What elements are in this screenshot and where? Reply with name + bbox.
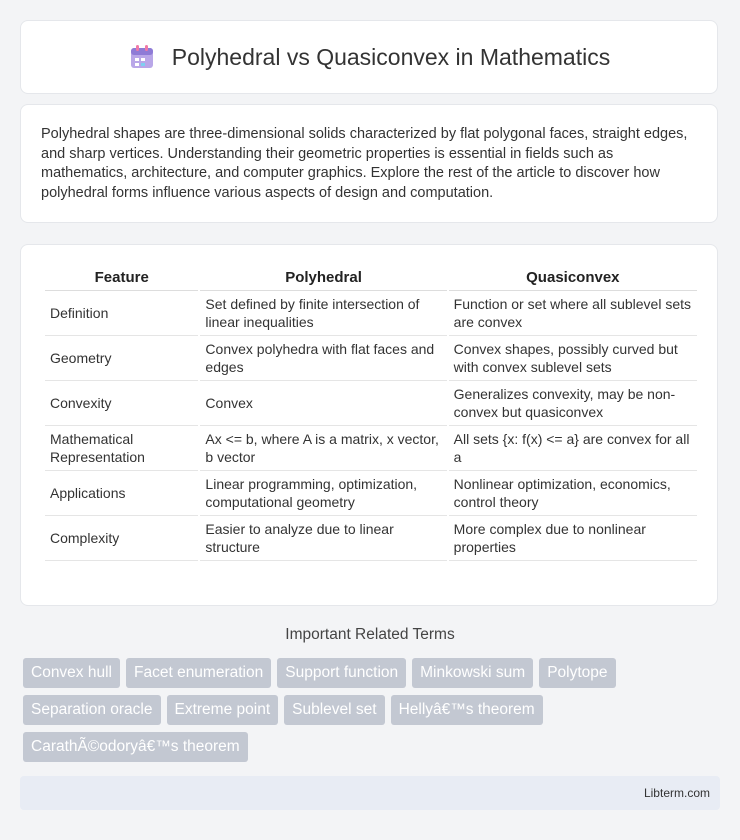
table-cell: More complex due to nonlinear properties xyxy=(449,516,697,561)
table-row xyxy=(45,426,697,471)
column-header: Quasiconvex xyxy=(449,263,697,291)
table-row xyxy=(45,471,697,516)
table-row xyxy=(45,516,697,561)
table-cell: All sets {x: f(x) <= a} are convex for all a xyxy=(449,426,697,471)
table-header-row xyxy=(45,263,697,291)
table-cell: Nonlinear optimization, economics, control theory xyxy=(449,471,697,516)
table-cell: Applications xyxy=(45,471,198,516)
table-cell: Geometry xyxy=(45,336,198,381)
column-header: Polyhedral xyxy=(200,263,446,291)
footer xyxy=(20,776,720,810)
intro-text: Polyhedral shapes are three-dimensional solids characterized by flat polygonal faces, straight edges, and sharp vertices. Understanding their geometric properties is essential in fields such as mathematics, architecture, and computer graphics. Explore the rest of the article to discover how polyhedral forms influence various aspects of design and computation. xyxy=(41,126,688,201)
table-cell: Generalizes convexity, may be non-convex but quasiconvex xyxy=(449,381,697,426)
table-cell: Function or set where all sublevel sets are convex xyxy=(449,291,697,336)
related-term-tag[interactable]: Sublevel set xyxy=(284,695,384,725)
related-term-tag[interactable]: Convex hull xyxy=(23,658,120,688)
related-terms-title: Important Related Terms xyxy=(285,626,455,643)
related-term-tag[interactable]: Support function xyxy=(277,658,406,688)
related-term-tag[interactable]: Minkowski sum xyxy=(412,658,533,688)
table-cell: Convexity xyxy=(45,381,198,426)
comparison-table xyxy=(43,263,699,561)
comparison-card xyxy=(20,244,718,606)
table-cell: Ax <= b, where A is a matrix, x vector, b vector xyxy=(200,426,446,471)
table-cell: Mathematical Representation xyxy=(45,426,198,471)
related-term-tag[interactable]: CarathÃ©odoryâ€™s theorem xyxy=(23,732,248,762)
related-term-tag[interactable]: Polytope xyxy=(539,658,615,688)
header-card xyxy=(20,20,718,94)
related-term-tag[interactable]: Separation oracle xyxy=(23,695,161,725)
table-row xyxy=(45,336,697,381)
table-cell: Definition xyxy=(45,291,198,336)
footer-site[interactable]: Libterm.com xyxy=(643,786,710,800)
related-term-tag[interactable]: Facet enumeration xyxy=(126,658,271,688)
calendar-icon xyxy=(128,43,156,71)
table-cell: Convex shapes, possibly curved but with convex sublevel sets xyxy=(449,336,697,381)
related-term-tag[interactable]: Hellyâ€™s theorem xyxy=(391,695,543,725)
table-row xyxy=(45,381,697,426)
table-cell: Complexity xyxy=(45,516,198,561)
table-cell: Linear programming, optimization, computational geometry xyxy=(200,471,446,516)
table-cell: Convex polyhedra with flat faces and edges xyxy=(200,336,446,381)
page-title: Polyhedral vs Quasiconvex in Mathematics xyxy=(171,43,611,70)
column-header: Feature xyxy=(45,263,198,291)
intro-card xyxy=(20,104,718,223)
table-cell: Easier to analyze due to linear structure xyxy=(200,516,446,561)
related-term-tag[interactable]: Extreme point xyxy=(167,695,279,725)
table-cell: Convex xyxy=(200,381,446,426)
table-row xyxy=(45,291,697,336)
related-terms-list xyxy=(23,658,723,762)
table-cell: Set defined by finite intersection of linear inequalities xyxy=(200,291,446,336)
